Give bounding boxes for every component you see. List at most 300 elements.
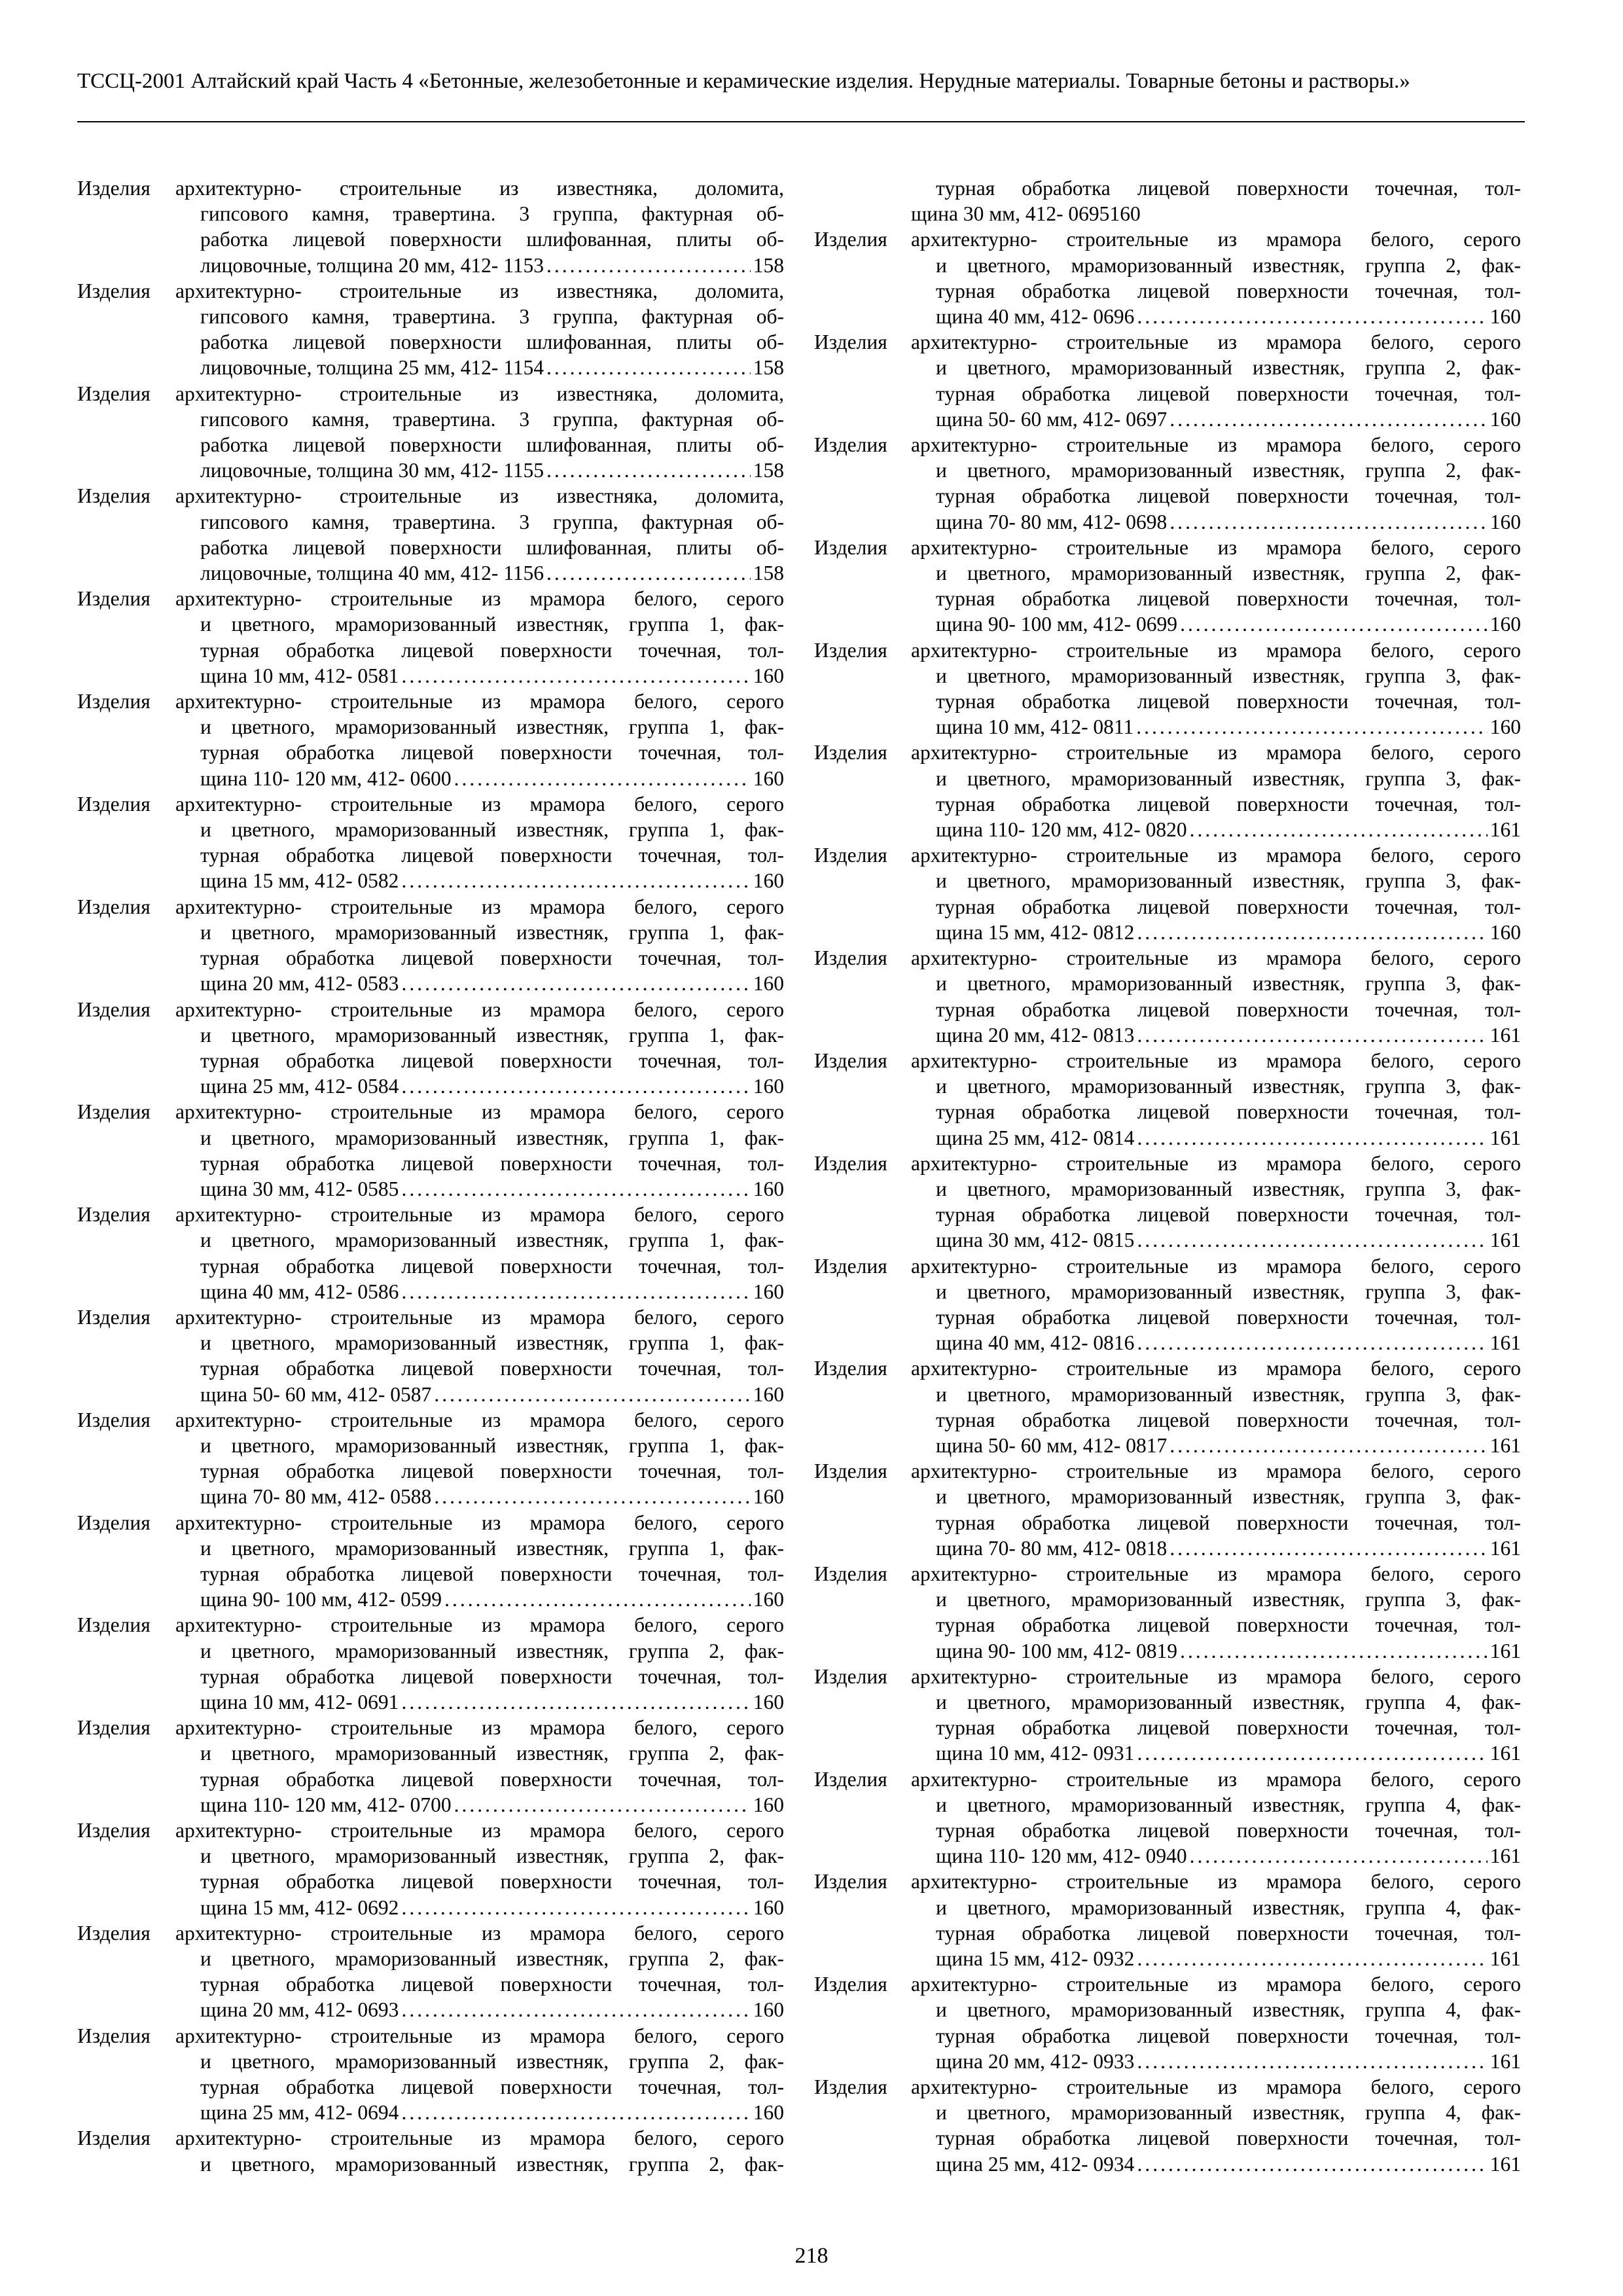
entry-body xyxy=(911,1253,1521,1356)
entry-line: турная обработка лицевой поверхности точечная, тол- xyxy=(200,1562,784,1585)
entry-body xyxy=(911,842,1521,945)
entry-line: архитектурно- строительные из мрамора белого, серого xyxy=(911,433,1521,457)
entry-last-line xyxy=(175,1073,784,1099)
entry-lead-word: Изделия xyxy=(77,1408,151,1431)
page-header: ТССЦ-2001 Алтайский край Часть 4 «Бетонные, железобетонные и керамические изделия. Нерудные материалы. Товарные бетоны и растворы.» xyxy=(77,69,1410,93)
entry-code: лицовочные, толщина 40 мм, 412- 1156 xyxy=(200,562,544,585)
entry-line: архитектурно- строительные из мрамора белого, серого xyxy=(175,1305,784,1329)
entry-line: архитектурно- строительные из мрамора белого, серого xyxy=(175,1511,784,1534)
entry-line: турная обработка лицевой поверхности точечная, тол- xyxy=(936,997,1521,1021)
entry-code: щина 30 мм, 412- 0695 xyxy=(911,202,1110,226)
entry-line: и цветного, мраморизованный известняк, группа 3, фак- xyxy=(936,1075,1521,1098)
entry-line: архитектурно- строительные из мрамора белого, серого xyxy=(175,792,784,816)
entry-body xyxy=(175,1920,784,2023)
entry-body xyxy=(175,1099,784,1202)
entry-body xyxy=(175,586,784,689)
entry-body xyxy=(175,2023,784,2126)
dot-leader xyxy=(1190,817,1488,842)
entry-lead-word: Изделия xyxy=(77,1305,151,1329)
dot-leader xyxy=(1169,1433,1487,1458)
entry-lead-word: Изделия xyxy=(77,997,151,1021)
index-entry xyxy=(77,1920,784,2023)
entry-body xyxy=(175,1818,784,1920)
entry-code: щина 20 мм, 412- 0583 xyxy=(200,972,399,996)
entry-last-line xyxy=(175,868,784,893)
entry-line: и цветного, мраморизованный известняк, группа 1, фак- xyxy=(200,1023,784,1047)
entry-body xyxy=(911,1767,1521,1869)
entry-page-ref: 160 xyxy=(1489,613,1521,636)
entry-line: и цветного, мраморизованный известняк, группа 2, фак- xyxy=(936,253,1521,277)
entry-page-ref: 161 xyxy=(1489,1536,1521,1560)
entry-code: щина 90- 100 мм, 412- 0599 xyxy=(200,1588,442,1611)
entry-body xyxy=(175,1715,784,1818)
entry-line: турная обработка лицевой поверхности точечная, тол- xyxy=(936,895,1521,918)
entry-lead-word: Изделия xyxy=(814,1049,887,1072)
entry-last-line xyxy=(911,1125,1521,1151)
entry-line: турная обработка лицевой поверхности точечная, тол- xyxy=(936,1408,1521,1431)
dot-leader xyxy=(401,2100,750,2125)
entry-line: архитектурно- строительные из мрамора белого, серого xyxy=(175,2126,784,2150)
entry-last-line xyxy=(911,1843,1521,1869)
entry-line: и цветного, мраморизованный известняк, группа 2, фак- xyxy=(936,459,1521,482)
index-entry xyxy=(77,2125,784,2176)
entry-line: турная обработка лицевой поверхности точечная, тол- xyxy=(936,1716,1521,1740)
entry-page-ref: 161 xyxy=(1489,1844,1521,1868)
entry-last-line xyxy=(175,2100,784,2125)
entry-line: и цветного, мраморизованный известняк, группа 2, фак- xyxy=(200,1639,784,1662)
entry-page-ref: 161 xyxy=(1489,2049,1521,2073)
entry-lead-word: Изделия xyxy=(77,1819,151,1842)
entry-line: и цветного, мраморизованный известняк, группа 3, фак- xyxy=(936,766,1521,790)
entry-last-line xyxy=(911,2049,1521,2074)
entry-line: архитектурно- строительные из мрамора белого, серого xyxy=(175,1716,784,1740)
entry-line: и цветного, мраморизованный известняк, группа 3, фак- xyxy=(936,1382,1521,1406)
entry-page-ref: 160 xyxy=(1109,202,1141,226)
entry-lead-word: Изделия xyxy=(814,2075,887,2099)
entry-page-ref: 160 xyxy=(1489,305,1521,329)
entry-lead-word: Изделия xyxy=(77,177,151,200)
entry-last-line xyxy=(911,1022,1521,1048)
entry-last-line xyxy=(911,817,1521,842)
entry-line: гипсового камня, травертина. 3 группа, фактурная об- xyxy=(200,407,784,431)
dot-leader xyxy=(401,1895,750,1920)
entry-code: щина 50- 60 мм, 412- 0587 xyxy=(200,1382,432,1406)
entry-page-ref: 158 xyxy=(753,562,784,585)
index-entry xyxy=(77,1510,784,1613)
index-entry xyxy=(77,1202,784,1304)
entry-code: щина 25 мм, 412- 0584 xyxy=(200,1075,399,1098)
entry-last-line xyxy=(175,1484,784,1509)
entry-page-ref: 160 xyxy=(753,1177,784,1200)
entry-code: щина 20 мм, 412- 0693 xyxy=(200,1998,399,2022)
index-entry xyxy=(77,1612,784,1715)
index-entry xyxy=(77,278,784,381)
entry-line: архитектурно- строительные из известняка, доломита, xyxy=(175,279,784,302)
dot-leader xyxy=(546,560,751,586)
entry-page-ref: 161 xyxy=(1489,1639,1521,1662)
entry-line: архитектурно- строительные из мрамора белого, серого xyxy=(911,1151,1521,1175)
entry-line: гипсового камня, травертина. 3 группа, фактурная об- xyxy=(200,510,784,533)
entry-line: и цветного, мраморизованный известняк, группа 1, фак- xyxy=(200,613,784,636)
entry-line: архитектурно- строительные из мрамора белого, серого xyxy=(911,1664,1521,1688)
entry-lead-word: Изделия xyxy=(814,741,887,764)
entry-line: и цветного, мраморизованный известняк, группа 2, фак- xyxy=(200,1742,784,1765)
index-entry xyxy=(814,1664,1521,1767)
index-entry xyxy=(77,175,784,278)
entry-line: архитектурно- строительные из известняка, доломита, xyxy=(175,177,784,200)
entry-line: турная обработка лицевой поверхности точечная, тол- xyxy=(936,1305,1521,1329)
entry-lead-word: Изделия xyxy=(77,382,151,405)
dot-leader xyxy=(401,1176,750,1202)
entry-line: и цветного, мраморизованный известняк, группа 3, фак- xyxy=(936,1485,1521,1509)
index-entry xyxy=(77,2023,784,2126)
entry-page-ref: 160 xyxy=(753,1690,784,1713)
entry-line: турная обработка лицевой поверхности точечная, тол- xyxy=(200,2075,784,2099)
entry-lead-word: Изделия xyxy=(814,1460,887,1483)
entry-line: турная обработка лицевой поверхности точечная, тол- xyxy=(936,2024,1521,2047)
entry-line: архитектурно- строительные из мрамора белого, серого xyxy=(911,1049,1521,1072)
entry-line: турная обработка лицевой поверхности точечная, тол- xyxy=(936,1921,1521,1945)
entry-code: щина 25 мм, 412- 0814 xyxy=(936,1126,1135,1149)
dot-leader xyxy=(401,1997,750,2022)
entry-lead-word: Изделия xyxy=(814,228,887,251)
entry-line: турная обработка лицевой поверхности точечная, тол- xyxy=(936,177,1521,200)
entry-line: и цветного, мраморизованный известняк, группа 2, фак- xyxy=(936,356,1521,380)
entry-line: турная обработка лицевой поверхности точечная, тол- xyxy=(936,1511,1521,1534)
entry-lead-word: Изделия xyxy=(77,792,151,816)
entry-page-ref: 160 xyxy=(753,1588,784,1611)
entry-last-line xyxy=(175,971,784,996)
entry-line: и цветного, мраморизованный известняк, группа 1, фак- xyxy=(200,1433,784,1457)
entry-line: архитектурно- строительные из мрамора белого, серого xyxy=(911,1357,1521,1380)
index-column-right xyxy=(814,175,1521,2177)
entry-body xyxy=(911,740,1521,842)
entry-page-ref: 160 xyxy=(753,1075,784,1098)
index-entry xyxy=(77,1818,784,1920)
entry-code: щина 50- 60 мм, 412- 0697 xyxy=(936,407,1168,431)
entry-line: архитектурно- строительные из мрамора белого, серого xyxy=(175,1100,784,1124)
entry-line: и цветного, мраморизованный известняк, группа 1, фак- xyxy=(200,920,784,944)
entry-line: архитектурно- строительные из мрамора белого, серого xyxy=(911,741,1521,764)
entry-line: турная обработка лицевой поверхности точечная, тол- xyxy=(200,1049,784,1072)
header-rule xyxy=(77,121,1525,122)
entry-page-ref: 161 xyxy=(1489,818,1521,842)
entry-line: архитектурно- строительные из мрамора белого, серого xyxy=(911,1973,1521,1996)
entry-line: архитектурно- строительные из известняка, доломита, xyxy=(175,484,784,508)
entry-line: и цветного, мраморизованный известняк, группа 3, фак- xyxy=(936,972,1521,996)
entry-line: работка лицевой поверхности шлифованная, плиты об- xyxy=(200,331,784,354)
entry-line: и цветного, мраморизованный известняк, группа 1, фак- xyxy=(200,1126,784,1149)
entry-line: архитектурно- строительные из мрамора белого, серого xyxy=(175,1819,784,1842)
entry-page-ref: 160 xyxy=(753,766,784,790)
entry-page-ref: 160 xyxy=(753,869,784,893)
entry-line: гипсового камня, травертина. 3 группа, фактурная об- xyxy=(200,305,784,329)
dot-leader xyxy=(1137,1740,1487,1766)
entry-line: турная обработка лицевой поверхности точечная, тол- xyxy=(200,638,784,662)
entry-code: щина 110- 120 мм, 412- 0700 xyxy=(200,1793,452,1816)
entry-last-line xyxy=(175,1176,784,1202)
entry-last-line xyxy=(175,766,784,791)
dot-leader xyxy=(1190,1843,1488,1869)
entry-line: архитектурно- строительные из мрамора белого, серого xyxy=(911,1562,1521,1585)
index-entry xyxy=(77,1099,784,1202)
entry-code: щина 30 мм, 412- 0585 xyxy=(200,1177,399,1200)
entry-last-line xyxy=(911,1227,1521,1253)
entry-page-ref: 161 xyxy=(1489,1023,1521,1047)
entry-code: щина 70- 80 мм, 412- 0588 xyxy=(200,1485,432,1509)
entry-body xyxy=(911,226,1521,329)
entry-code: щина 20 мм, 412- 0933 xyxy=(936,2049,1135,2073)
entry-page-ref: 160 xyxy=(1489,920,1521,944)
dot-leader xyxy=(1137,1125,1487,1151)
dot-leader xyxy=(1169,406,1487,432)
entry-body xyxy=(175,2125,784,2176)
index-entry xyxy=(77,894,784,997)
entry-line: работка лицевой поверхности шлифованная, плиты об- xyxy=(200,535,784,559)
index-entry xyxy=(77,997,784,1100)
dot-leader xyxy=(1169,509,1487,535)
index-entry xyxy=(814,740,1521,842)
entry-code: щина 20 мм, 412- 0813 xyxy=(936,1023,1135,1047)
entry-code: щина 110- 120 мм, 412- 0820 xyxy=(936,818,1187,842)
index-entry xyxy=(814,1048,1521,1151)
entry-body xyxy=(175,1304,784,1407)
entry-line: турная обработка лицевой поверхности точечная, тол- xyxy=(936,1613,1521,1637)
entry-line: архитектурно- строительные из мрамора белого, серого xyxy=(911,228,1521,251)
entry-line: и цветного, мраморизованный известняк, группа 4, фак- xyxy=(936,1895,1521,1919)
dot-leader xyxy=(546,457,751,483)
dot-leader xyxy=(1137,304,1487,329)
entry-line: и цветного, мраморизованный известняк, группа 2, фак- xyxy=(936,562,1521,585)
entry-page-ref: 161 xyxy=(1489,1947,1521,1971)
entry-code: щина 15 мм, 412- 0812 xyxy=(936,920,1135,944)
dot-leader xyxy=(444,1587,751,1612)
entry-lead-word: Изделия xyxy=(814,1254,887,1278)
entry-line: архитектурно- строительные из мрамора белого, серого xyxy=(911,1870,1521,1893)
entry-last-line xyxy=(175,253,784,278)
entry-line: и цветного, мраморизованный известняк, группа 2, фак- xyxy=(200,2152,784,2176)
entry-page-ref: 160 xyxy=(753,1485,784,1509)
entry-lead-word: Изделия xyxy=(814,1357,887,1380)
entry-page-ref: 160 xyxy=(753,1793,784,1816)
entry-page-ref: 160 xyxy=(753,972,784,996)
entry-lead-word: Изделия xyxy=(814,433,887,457)
entry-line: турная обработка лицевой поверхности точечная, тол- xyxy=(936,1819,1521,1842)
entry-line: турная обработка лицевой поверхности точечная, тол- xyxy=(200,1870,784,1893)
entry-page-ref: 160 xyxy=(753,1895,784,1919)
entry-code: лицовочные, толщина 20 мм, 412- 1153 xyxy=(200,253,544,277)
entry-body xyxy=(175,381,784,484)
index-entry xyxy=(814,1869,1521,1971)
entry-line: турная обработка лицевой поверхности точечная, тол- xyxy=(936,1100,1521,1124)
index-entry xyxy=(77,689,784,791)
entry-lead-word: Изделия xyxy=(77,1100,151,1124)
entry-last-line xyxy=(175,1279,784,1304)
entry-last-line xyxy=(911,920,1521,945)
entry-page-ref: 160 xyxy=(753,1382,784,1406)
dot-leader xyxy=(1136,714,1487,740)
entry-line: работка лицевой поверхности шлифованная, плиты об- xyxy=(200,228,784,251)
entry-code: щина 15 мм, 412- 0692 xyxy=(200,1895,399,1919)
entry-code: щина 90- 100 мм, 412- 0699 xyxy=(936,613,1178,636)
entry-line: архитектурно- строительные из мрамора белого, серого xyxy=(911,946,1521,970)
entry-line: архитектурно- строительные из мрамора белого, серого xyxy=(911,331,1521,354)
entry-line: турная обработка лицевой поверхности точечная, тол- xyxy=(936,1203,1521,1227)
entry-line: и цветного, мраморизованный известняк, группа 3, фак- xyxy=(936,664,1521,687)
entry-page-ref: 161 xyxy=(1489,2152,1521,2176)
entry-line: и цветного, мраморизованный известняк, группа 3, фак- xyxy=(936,1588,1521,1611)
entry-lead-word: Изделия xyxy=(814,1767,887,1791)
entry-line: и цветного, мраморизованный известняк, группа 2, фак- xyxy=(200,1844,784,1868)
entry-page-ref: 160 xyxy=(753,664,784,687)
dot-leader xyxy=(1137,1330,1487,1355)
entry-body xyxy=(911,1971,1521,2074)
entry-last-line xyxy=(911,1740,1521,1766)
entry-line: и цветного, мраморизованный известняк, группа 1, фак- xyxy=(200,1229,784,1252)
entry-last-line xyxy=(911,1535,1521,1561)
entry-body xyxy=(911,432,1521,535)
entry-body xyxy=(911,1355,1521,1458)
entry-body xyxy=(175,278,784,381)
index-entry xyxy=(77,791,784,894)
entry-body xyxy=(175,175,784,278)
index-entry xyxy=(814,1767,1521,1869)
entry-line: турная обработка лицевой поверхности точечная, тол- xyxy=(936,382,1521,405)
entry-body xyxy=(911,1869,1521,1971)
entry-line: архитектурно- строительные из мрамора белого, серого xyxy=(911,844,1521,867)
index-entry xyxy=(77,483,784,586)
entry-code: щина 70- 80 мм, 412- 0698 xyxy=(936,510,1168,533)
entry-page-ref: 158 xyxy=(753,459,784,482)
index-entry xyxy=(814,535,1521,637)
entry-lead-word: Изделия xyxy=(77,279,151,302)
entry-page-ref: 160 xyxy=(753,1998,784,2022)
entry-code: щина 25 мм, 412- 0694 xyxy=(200,2101,399,2125)
entry-page-ref: 160 xyxy=(753,1280,784,1303)
entry-last-line xyxy=(911,406,1521,432)
entry-line: турная обработка лицевой поверхности точечная, тол- xyxy=(936,484,1521,508)
entry-code: щина 30 мм, 412- 0815 xyxy=(936,1229,1135,1252)
entry-line: турная обработка лицевой поверхности точечная, тол- xyxy=(200,1357,784,1380)
index-entry-continuation xyxy=(911,175,1521,226)
entry-line: и цветного, мраморизованный известняк, группа 3, фак- xyxy=(936,1177,1521,1200)
entry-body xyxy=(175,997,784,1100)
entry-line: и цветного, мраморизованный известняк, группа 4, фак- xyxy=(936,1998,1521,2022)
entry-line: архитектурно- строительные из мрамора белого, серого xyxy=(175,895,784,918)
entry-body xyxy=(175,894,784,997)
entry-lead-word: Изделия xyxy=(814,946,887,970)
index-entry xyxy=(814,1971,1521,2074)
entry-body xyxy=(175,1612,784,1715)
dot-leader xyxy=(1137,1946,1487,1971)
entry-last-line xyxy=(911,304,1521,329)
index-column-left xyxy=(77,175,784,2177)
entry-last-line xyxy=(175,1587,784,1612)
entry-line: архитектурно- строительные из мрамора белого, серого xyxy=(175,587,784,611)
entry-line: архитектурно- строительные из мрамора белого, серого xyxy=(911,1460,1521,1483)
entry-page-ref: 158 xyxy=(753,253,784,277)
entry-body xyxy=(175,483,784,586)
entry-lead-word: Изделия xyxy=(814,535,887,559)
entry-line: архитектурно- строительные из мрамора белого, серого xyxy=(911,1767,1521,1791)
dot-leader xyxy=(454,1792,751,1818)
dot-leader xyxy=(401,663,750,689)
entry-last-line xyxy=(911,1433,1521,1458)
entry-page-ref: 160 xyxy=(1489,510,1521,533)
index-entry xyxy=(77,586,784,689)
entry-lead-word: Изделия xyxy=(77,1716,151,1740)
entry-line: и цветного, мраморизованный известняк, группа 3, фак- xyxy=(936,869,1521,893)
entry-line: архитектурно- строительные из мрамора белого, серого xyxy=(175,690,784,713)
entry-line: турная обработка лицевой поверхности точечная, тол- xyxy=(200,1460,784,1483)
entry-line: турная обработка лицевой поверхности точечная, тол- xyxy=(200,1767,784,1791)
entry-line: архитектурно- строительные из мрамора белого, серого xyxy=(175,2024,784,2047)
entry-body xyxy=(911,329,1521,432)
entry-line: архитектурно- строительные из мрамора белого, серого xyxy=(911,2075,1521,2099)
entry-line: архитектурно- строительные из мрамора белого, серого xyxy=(175,1613,784,1637)
entry-body xyxy=(175,1202,784,1304)
entry-last-line xyxy=(911,201,1521,226)
entry-lead-word: Изделия xyxy=(814,1562,887,1585)
index-entry xyxy=(814,1253,1521,1356)
entry-line: турная обработка лицевой поверхности точечная, тол- xyxy=(936,587,1521,611)
entry-last-line xyxy=(175,1382,784,1407)
entry-lead-word: Изделия xyxy=(814,1151,887,1175)
dot-leader xyxy=(1137,2151,1487,2177)
entry-page-ref: 160 xyxy=(1489,407,1521,431)
entry-last-line xyxy=(911,1946,1521,1971)
dot-leader xyxy=(401,1073,750,1099)
entry-lead-word: Изделия xyxy=(77,2126,151,2150)
entry-lead-word: Изделия xyxy=(77,484,151,508)
entry-code: щина 15 мм, 412- 0582 xyxy=(200,869,399,893)
entry-lead-word: Изделия xyxy=(814,1870,887,1893)
entry-line: и цветного, мраморизованный известняк, группа 3, фак- xyxy=(936,1280,1521,1303)
entry-code: щина 70- 80 мм, 412- 0818 xyxy=(936,1536,1168,1560)
dot-leader xyxy=(546,355,751,380)
entry-lead-word: Изделия xyxy=(814,638,887,662)
dot-leader xyxy=(401,971,750,996)
dot-leader xyxy=(401,1689,750,1715)
entry-line: архитектурно- строительные из мрамора белого, серого xyxy=(911,638,1521,662)
entry-body xyxy=(911,1561,1521,1664)
entry-page-ref: 158 xyxy=(753,356,784,380)
entry-last-line xyxy=(911,1638,1521,1664)
entry-line: турная обработка лицевой поверхности точечная, тол- xyxy=(936,792,1521,816)
entry-line: архитектурно- строительные из мрамора белого, серого xyxy=(175,1921,784,1945)
entry-lead-word: Изделия xyxy=(77,895,151,918)
entry-last-line xyxy=(175,1997,784,2022)
entry-last-line xyxy=(911,611,1521,637)
entry-line: архитектурно- строительные из мрамора белого, серого xyxy=(175,997,784,1021)
entry-lead-word: Изделия xyxy=(77,1921,151,1945)
entry-body xyxy=(911,1458,1521,1561)
entry-body xyxy=(911,1151,1521,1253)
entry-line: турная обработка лицевой поверхности точечная, тол- xyxy=(200,1664,784,1688)
dot-leader xyxy=(1137,920,1487,945)
entry-line: архитектурно- строительные из мрамора белого, серого xyxy=(175,1408,784,1431)
dot-leader xyxy=(1137,1022,1487,1048)
dot-leader xyxy=(434,1382,750,1407)
entry-code: щина 10 мм, 412- 0811 xyxy=(936,715,1134,739)
entry-body xyxy=(911,1664,1521,1767)
entry-line: и цветного, мраморизованный известняк, группа 4, фак- xyxy=(936,2101,1521,2125)
entry-line: турная обработка лицевой поверхности точечная, тол- xyxy=(200,946,784,970)
dot-leader xyxy=(546,253,751,278)
entry-code: щина 40 мм, 412- 0696 xyxy=(936,305,1135,329)
index-entry xyxy=(814,329,1521,432)
entry-last-line xyxy=(175,1689,784,1715)
